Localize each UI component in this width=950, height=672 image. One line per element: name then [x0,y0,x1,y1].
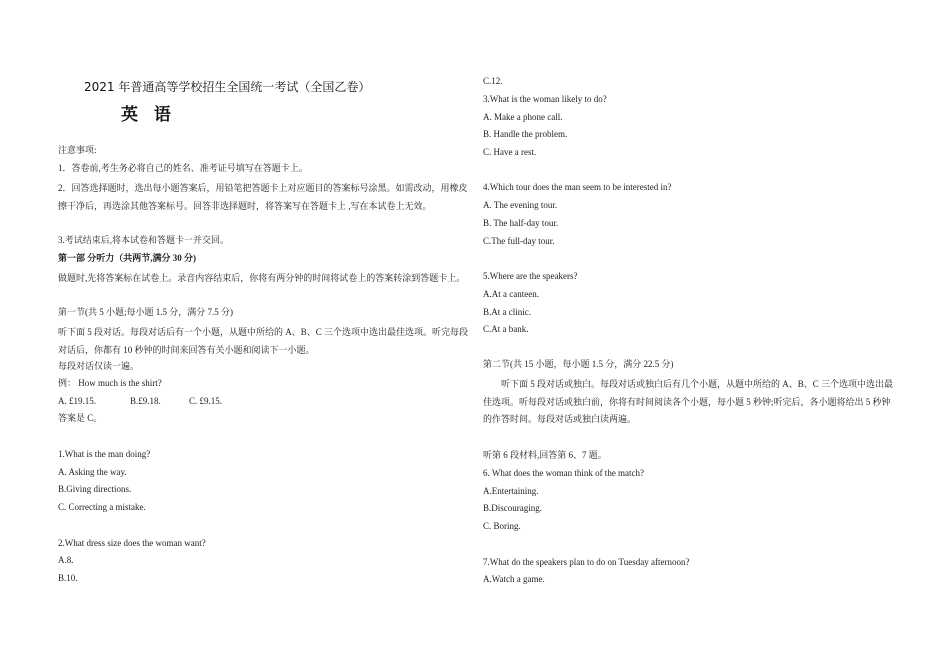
subject-title: 英 语 [121,105,176,125]
q3-option-b: B. Handle the problem. [483,129,568,139]
exam-title: 2021 年普通高等学校招生全国统一考试（全国乙卷） [84,80,371,94]
question-7: 7.What do the speakers plan to do on Tuesday afternoon? [483,557,690,567]
q5-option-c: C.At a bank. [483,324,529,334]
part1-heading: 第一部 分听力（共两节,满分 30 分) [58,253,196,263]
question-5: 5.Where are the speakers? [483,271,578,281]
question-4: 4.Which tour does the man seem to be interested in? [483,182,672,192]
q6-option-b: B.Discouraging. [483,503,542,513]
q6-option-c: C. Boring. [483,521,521,531]
question-6: 6. What does the woman think of the match? [483,468,645,478]
q1-option-a: A. Asking the way. [58,467,127,477]
notes-heading: 注意事项: [58,145,97,155]
example-options [58,395,222,407]
q3-option-a: A. Make a phone call. [483,112,563,122]
example-answer: 答案是 C。 [58,413,103,423]
read-once-note: 每段对话仅读一遍。 [58,361,140,371]
section1-heading: 第一节(共 5 小题;每小题 1.5 分，满分 7.5 分) [58,307,233,317]
q5-option-b: B.At a clinic. [483,307,531,317]
example-question: 例： How much is the shirt? [58,378,162,388]
q2-option-a: A.8. [58,555,74,565]
q6-option-a: A.Entertaining. [483,486,539,496]
question-3: 3.What is the woman likely to do? [483,94,607,104]
section1-instruction: 听下面 5 段对话。每段对话后有一个小题，从题中所给的 A、B、C 三个选项中选出最佳选项。听完每段对话后，你都有 10 秒钟的时间来回答有关小题和阅读下一小题。 [58,327,469,355]
example-option-b: B.£9.18. [130,396,161,406]
q1-option-b: B.Giving directions. [58,484,132,494]
q1-option-c: C. Correcting a mistake. [58,502,146,512]
example-option-c: C. £9.15. [189,396,223,406]
q2-option-b: B.10. [58,573,78,583]
q4-option-b: B. The half-day tour. [483,218,559,228]
note-item-1: 1．答卷前,考生务必将自己的姓名、准考证号填写在答题卡上。 [58,163,308,173]
q3-option-c: C. Have a rest. [483,147,537,157]
q2-option-c: C.12. [483,76,503,86]
note-item-2: 2．回答选择题时，选出每小题答案后，用铅笔把答题卡上对应题目的答案标号涂黑。如需改动，用橡皮擦干净后，再选涂其他答案标号。回答非选择题时，将答案写在答题卡上 ,写在本试卷上无效。 [58,183,468,211]
q5-option-a: A.At a canteen. [483,289,539,299]
question-2: 2.What dress size does the woman want? [58,538,206,548]
question-1: 1.What is the man doing? [58,449,151,459]
section2-heading: 第二节(共 15 小题，每小题 1.5 分，满分 22.5 分) [483,359,674,369]
q4-option-c: C.The full-day tour. [483,236,555,246]
note-item-3: 3.考试结束后,将本试卷和答题卡一并交回。 [58,235,230,245]
part1-intro: 做题时,先将答案标在试卷上。录音内容结束后，你将有两分钟的时间将试卷上的答案转涂到答题卡上。 [58,273,466,283]
example-option-a: A. £19.15. [58,396,96,406]
q4-option-a: A. The evening tour. [483,200,558,210]
material-6-note: 听第 6 段材料,回答第 6、7 题。 [483,450,607,460]
q7-option-a: A.Watch a game. [483,574,545,584]
section2-instruction: 听下面 5 段对话或独白。每段对话或独白后有几个小题，从题中所给的 A、B、C 三个选项中选出最佳选项。听每段对话或独白前，你将有时间阅读各个小题，每小题 5 秒钟;听完后，各小题将给出 5 秒钟的作答时间。每段对话或独白读两遍。 [483,379,894,424]
